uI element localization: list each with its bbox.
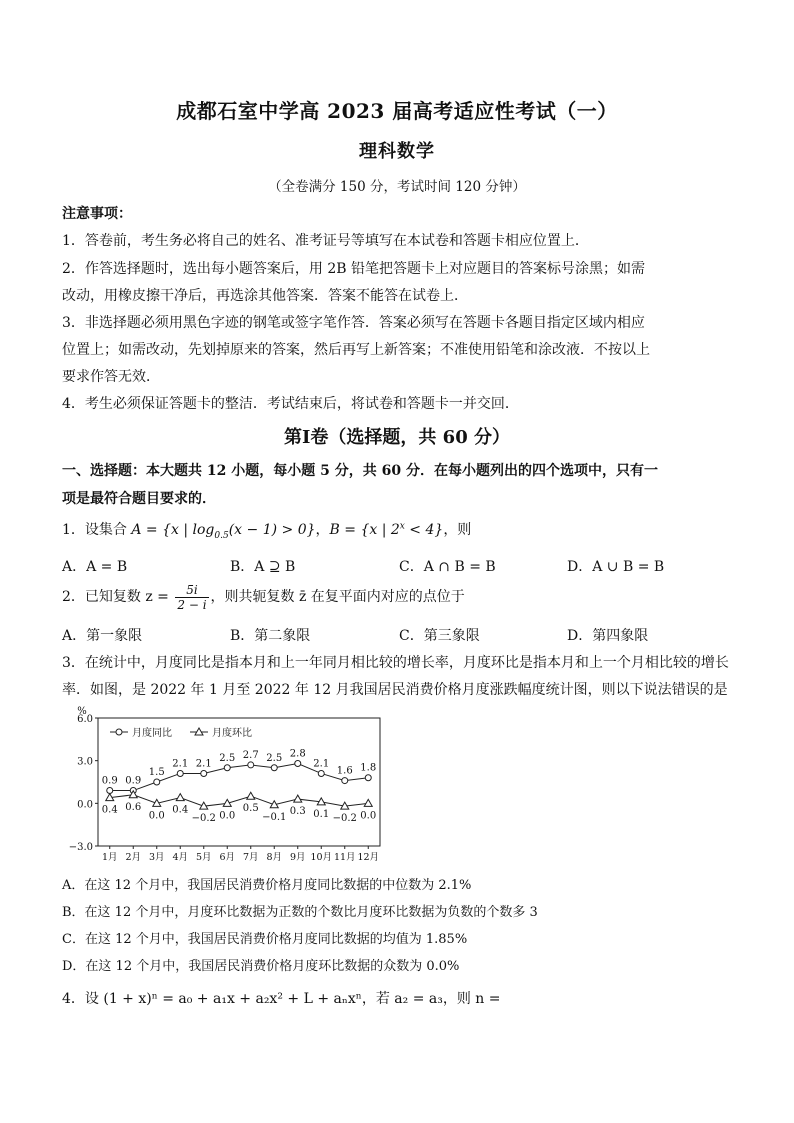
section-intro: 一、选择题：本大题共 12 小题，每小题 5 分，共 60 分．在每小题列出的四个选项中，只有一 [62,463,658,479]
q2-prefix: 2．已知复数 z = [62,589,174,605]
q1-option-a: A．A = B [62,559,128,575]
question-2 [62,582,742,612]
data-point-mom [176,794,184,801]
question-4: 4．设 (1 + x)ⁿ = a₀ + a₁x + a₂x² + L + aₙxⁿ，若 a₂ = a₃，则 n = [62,991,501,1007]
q1-setB: B = {x | 2 [329,522,400,538]
x-tick-label: 10月 [310,852,333,863]
x-tick-label: 2月 [125,852,142,863]
data-point-yoy [177,770,183,776]
data-label-yoy: 2.8 [289,748,306,760]
note-line: 改动，用橡皮擦干净后，再选涂其他答案．答案不能答在试卷上． [62,288,468,304]
data-label-mom: 0.0 [148,810,165,822]
data-label-mom: 0.1 [313,808,330,820]
data-label-mom: 0.3 [289,806,306,818]
q2-option-d: D．第四象限 [567,628,649,644]
q3-line: 率．如图，是 2022 年 1 月至 2022 年 12 月我国居民消费价格月度涨跌幅度统计图，则以下说法错误的是 [62,682,728,698]
data-label-mom: 0.5 [242,803,259,815]
q2-option-b: B．第二象限 [230,628,311,644]
q1-setA-tail: (x − 1) > 0} [228,522,316,538]
cpi-line-chart [60,704,390,864]
y-tick-label: 0.0 [77,799,93,811]
data-label-mom: 0.0 [360,810,377,822]
data-point-yoy [201,770,207,776]
data-label-yoy: 2.1 [313,758,330,770]
note-line: 4．考生必须保证答题卡的整洁．考试结束后，将试卷和答题卡一并交回． [62,396,519,412]
q1-log-base: 0.5 [214,530,229,541]
note-line: 2．作答选择题时，选出每小题答案后，用 2B 铅笔把答题卡上对应题目的答案标号涂黑；如需 [62,261,646,277]
q2-numerator: 5i [175,583,208,598]
data-point-yoy [342,778,348,784]
x-tick-label: 9月 [289,852,306,863]
subject-title: 理科数学 [359,141,435,162]
data-point-mom [294,795,302,802]
data-label-yoy: 1.5 [148,767,165,778]
y-unit-label: % [77,706,87,717]
q1-setA: A = {x | log [131,522,215,538]
x-tick-label: 8月 [266,852,283,863]
data-label-mom: 0.4 [172,804,189,816]
y-tick-label: 6.0 [77,714,93,725]
data-point-yoy [271,765,277,771]
data-label-yoy: 2.1 [195,758,212,770]
note-line: 位置上；如需改动，先划掉原来的答案，然后再写上新答案；不准使用铅笔和涂改液．不按以上 [62,342,650,358]
y-tick-label: −3.0 [68,842,93,853]
page-title: 成都石室中学高 2023 届高考适应性考试（一） [176,99,618,123]
q3-option-d: D．在这 12 个月中，我国居民消费价格月度环比数据的众数为 0.0% [62,959,460,974]
x-tick-label: 12月 [357,852,380,863]
data-label-yoy: 0.9 [125,775,142,787]
q3-line: 3．在统计中，月度同比是指本月和上一年同月相比较的增长率，月度环比是指本月和上一个月相比较的增长 [62,655,729,671]
x-tick-label: 11月 [333,852,356,863]
legend-marker-yoy [116,729,122,735]
note-line: 要求作答无效． [62,369,160,385]
section-intro: 项是最符合题目要求的． [62,491,216,507]
data-label-yoy: 0.9 [101,775,118,787]
data-point-yoy [365,775,371,781]
notes-heading: 注意事项： [62,206,132,222]
y-tick-label: 3.0 [77,756,93,768]
data-point-mom [247,792,255,799]
x-tick-label: 3月 [148,852,165,863]
data-label-mom: 0.0 [219,810,236,822]
data-point-mom [364,799,372,806]
question-1 [62,519,742,541]
q1-option-c: C．A ∩ B = B [399,559,496,575]
note-line: 1．答卷前，考生务必将自己的姓名、准考证号等填写在本试卷和答题卡相应位置上． [62,233,589,249]
data-label-yoy: 2.5 [219,752,236,764]
q2-suffix: ，则共轭复数 z̄ 在复平面内对应的点位于 [210,589,465,605]
q2-option-a: A．第一象限 [62,628,143,644]
q1-suffix: ，则 [443,522,472,538]
q1-exp: x [399,521,405,532]
data-point-yoy [248,762,254,768]
data-label-yoy: 2.1 [172,758,189,770]
data-point-yoy [318,770,324,776]
data-label-mom: −0.1 [262,811,287,823]
q1-setB-tail: < 4} [404,522,444,538]
x-tick-label: 7月 [242,852,259,863]
data-label-mom: −0.2 [332,813,357,825]
data-label-mom: 0.6 [125,801,142,813]
data-point-yoy [154,779,160,785]
q2-option-c: C．第三象限 [399,628,480,644]
q2-fraction [175,583,208,612]
section-title: 第Ⅰ卷（选择题，共 60 分） [283,427,510,448]
x-tick-label: 5月 [195,852,212,863]
q1-sep: ， [315,522,330,538]
data-label-mom: −0.2 [191,813,216,825]
data-label-yoy: 1.6 [336,765,353,777]
q1-prefix: 1．设集合 [62,522,132,538]
data-label-yoy: 1.8 [360,762,377,774]
q3-option-b: B．在这 12 个月中，月度环比数据为正数的个数比月度环比数据为负数的个数多 3 [62,905,538,920]
data-point-yoy [295,761,301,767]
x-tick-label: 1月 [101,852,118,863]
data-point-yoy [224,765,230,771]
data-label-yoy: 2.7 [242,749,259,761]
q2-denominator: 2 − i [177,597,207,612]
score-info: （全卷满分 150 分，考试时间 120 分钟） [268,179,526,195]
x-tick-label: 4月 [172,852,189,863]
data-label-yoy: 2.5 [266,752,283,764]
q3-option-c: C．在这 12 个月中，我国居民消费价格月度同比数据的均值为 1.85% [62,932,468,947]
legend-label-mom: 月度环比 [212,728,252,739]
series-line-mom [110,795,369,806]
legend-label-yoy: 月度同比 [132,728,172,739]
note-line: 3．非选择题必须用黑色字迹的钢笔或签字笔作答．答案必须写在答题卡各题目指定区域内相应 [62,315,645,331]
x-tick-label: 6月 [219,852,236,863]
q3-option-a: A．在这 12 个月中，我国居民消费价格月度同比数据的中位数为 2.1% [62,878,472,893]
q1-option-b: B．A ⊇ B [230,559,296,575]
q1-option-d: D．A ∪ B = B [567,559,665,575]
data-point-yoy [107,788,113,794]
data-label-mom: 0.4 [101,804,118,816]
